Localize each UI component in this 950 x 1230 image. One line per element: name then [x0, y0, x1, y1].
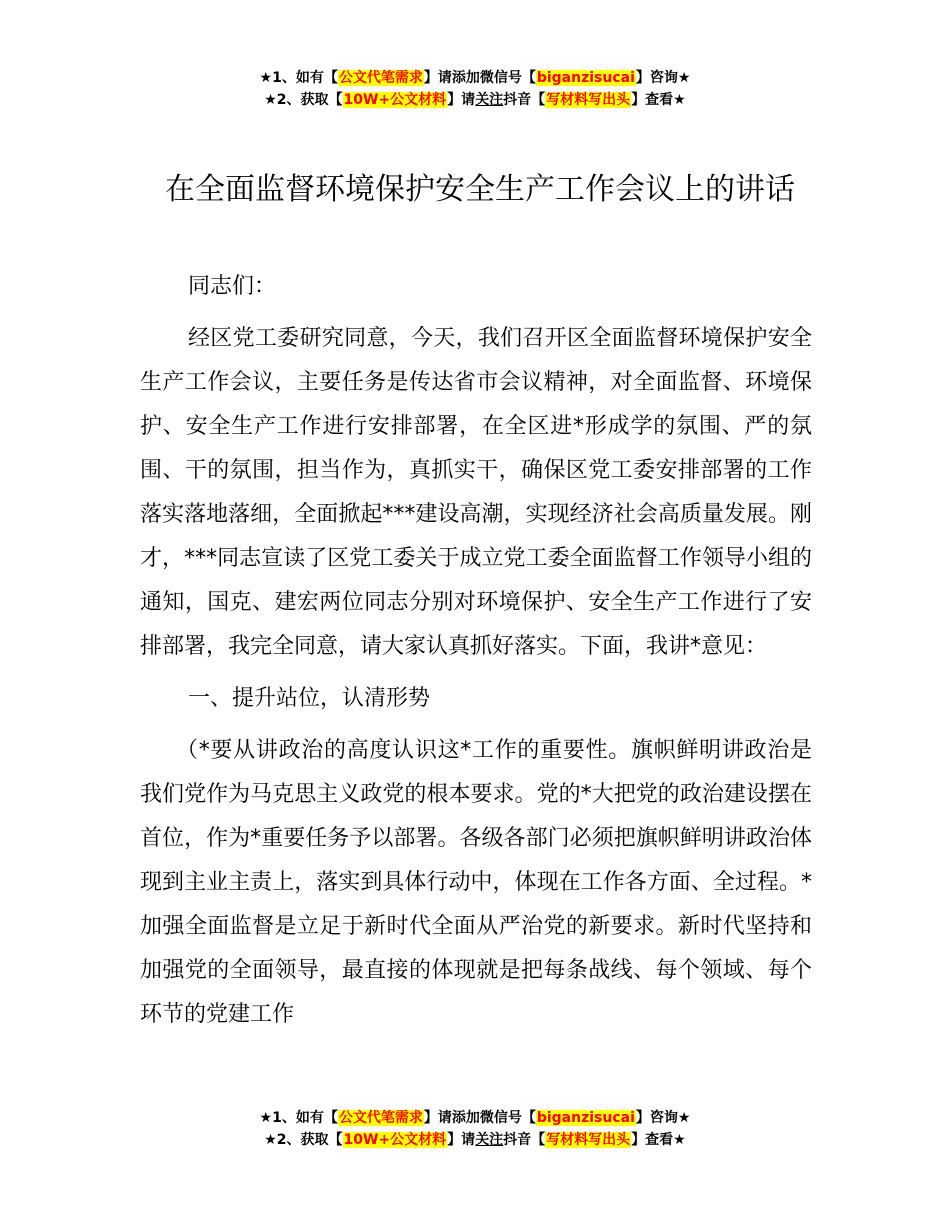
banner-line-2: ★2、获取【10W+公文材料】请关注抖音【写材料写出头】查看★ [264, 1132, 686, 1148]
highlight-wechat-id: biganzisucai [536, 70, 635, 86]
paragraph: （*要从讲政治的高度认识这*工作的重要性。旗帜鲜明讲政治是我们党作为马克思主义政党的根本要求。党的*大把党的政治建设摆在首位，作为*重要任务予以部署。各级各部门必须把旗帜鲜明讲政治体现到主业主责上，落实到具体行动中，体现在工作各方面、全过程。*加强全面监督是立足于新时代全面从严治党的新要求。新时代坚持和加强党的全面领导，最直接的体现就是把每条战线、每个领域、每个环节的党建工作 [140, 738, 812, 1027]
highlight-service: 公文代笔需求 [338, 1110, 423, 1126]
banner-line-1: ★1、如有【公文代笔需求】请添加微信号【biganzisucai】咨询★ [259, 1110, 691, 1126]
highlight-materials: 10W+公文材料 [343, 1132, 447, 1148]
header-banner [0, 67, 950, 111]
highlight-wechat-id: biganzisucai [536, 1110, 635, 1126]
highlight-materials: 10W+公文材料 [343, 92, 447, 108]
section-heading: 一、提升站位，认清形势 [188, 686, 431, 711]
underline-follow: 关注 [475, 1132, 504, 1148]
highlight-account: 写材料写出头 [546, 92, 631, 108]
footer-banner [0, 1107, 950, 1151]
salutation: 同志们： [188, 274, 277, 299]
underline-follow: 关注 [475, 92, 504, 108]
highlight-account: 写材料写出头 [546, 1132, 631, 1148]
document-body [140, 265, 812, 1045]
highlight-service: 公文代笔需求 [338, 70, 423, 86]
banner-line-2: ★2、获取【10W+公文材料】请关注抖音【写材料写出头】查看★ [264, 92, 686, 108]
paragraph: 经区党工委研究同意，今天，我们召开区全面监督环境保护安全生产工作会议，主要任务是传达省市会议精神，对全面监督、环境保护、安全生产工作进行安排部署，在全区进*形成学的氛围、严的氛围、干的氛围，担当作为，真抓实干，确保区党工委安排部署的工作落实落地落细，全面掀起***建设高潮，实现经济社会高质量发展。刚才，***同志宣读了区党工委关于成立党工委全面监督工作领导小组的通知，国克、建宏两位同志分别对环境保护、安全生产工作进行了安排部署，我完全同意，请大家认真抓好落实。下面，我讲*意见： [140, 326, 812, 659]
document-title: 在全面监督环境保护安全生产工作会议上的讲话 [165, 172, 795, 207]
banner-line-1: ★1、如有【公文代笔需求】请添加微信号【biganzisucai】咨询★ [259, 70, 691, 86]
